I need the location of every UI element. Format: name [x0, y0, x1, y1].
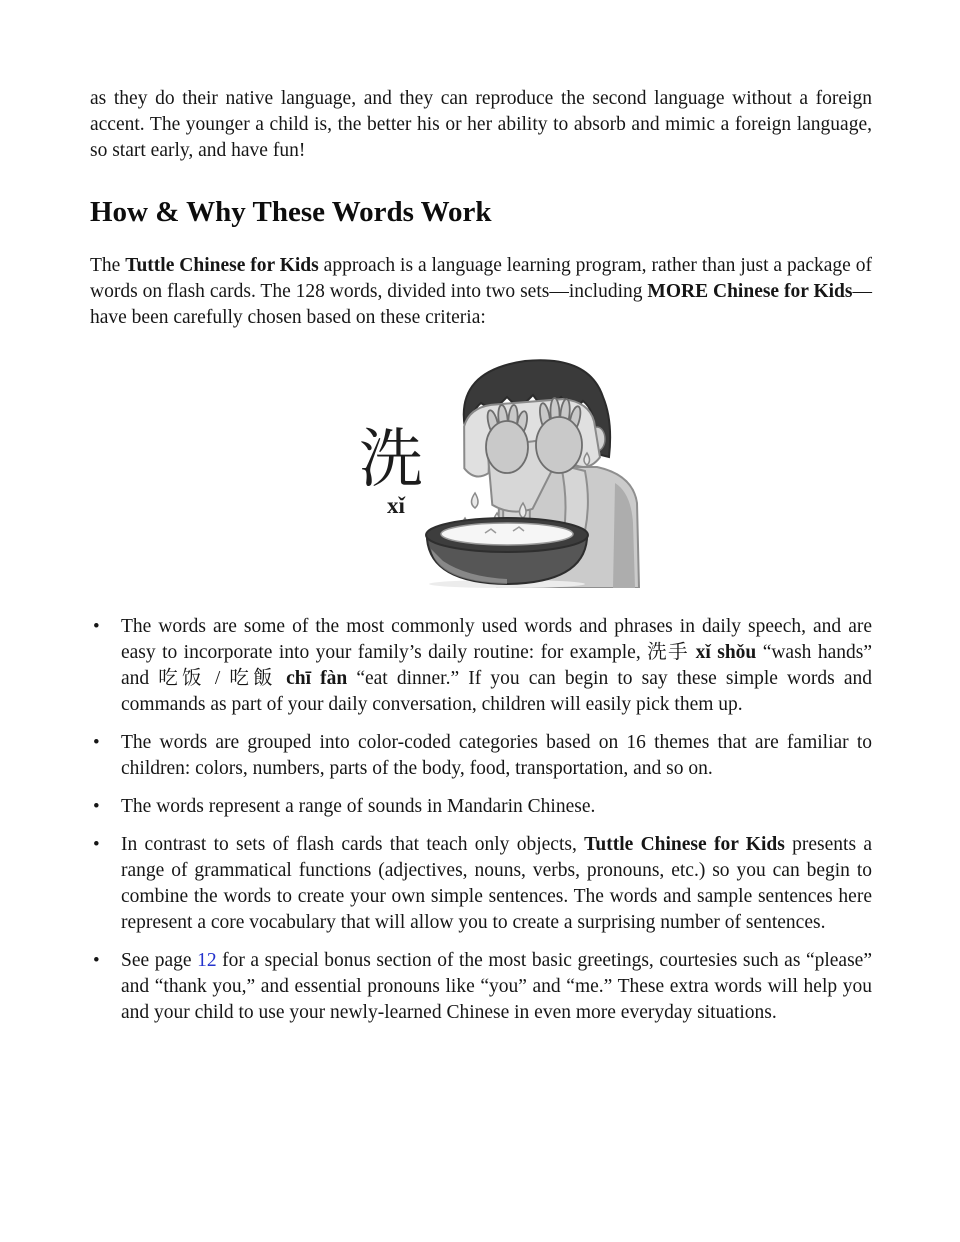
wash-face-drawing	[347, 353, 667, 588]
hanzi-text: 洗	[359, 424, 423, 495]
bullet-icon: •	[93, 732, 100, 753]
right-palm	[536, 417, 582, 473]
text-segment: —have been carefully chosen based on these criteria:	[90, 281, 872, 328]
bullet-icon: •	[93, 834, 100, 855]
intro-paragraph: as they do their native language, and they can reproduce the second language without a foreign accent. The younger a child is, the better his or her ability to absorb and mimic a foreign language, so start early, and have fun!	[90, 88, 872, 161]
page-number-link[interactable]: 12	[197, 950, 217, 971]
text-segment: The words represent a range of sounds in Mandarin Chinese.	[121, 796, 596, 817]
bullet-text	[121, 948, 872, 1026]
pinyin-text: xǐ	[387, 493, 405, 518]
text-segment: See page	[121, 950, 198, 971]
list-item-bonus-section	[90, 948, 872, 1026]
bullet-text	[121, 730, 872, 782]
text-segment: “wash hands” and 吃饭 / 吃飯	[121, 642, 872, 689]
text-segment: chī fàn	[286, 668, 348, 689]
wash-face-illustration	[347, 353, 667, 588]
text-segment: The	[90, 255, 126, 276]
list-item-color-coded	[90, 730, 872, 782]
left-palm	[486, 421, 528, 473]
criteria-list	[90, 614, 872, 1026]
text-segment: MORE Chinese for Kids	[647, 281, 853, 302]
list-item-common-words	[90, 614, 872, 718]
text-segment: xǐ shǒu	[695, 642, 757, 663]
bullet-icon: •	[93, 796, 100, 817]
text-segment: “eat dinner.” If you can begin to say these simple words and commands as part of your daily conversation, children will easily pick them up.	[121, 668, 872, 715]
text-segment: Tuttle Chinese for Kids	[584, 834, 785, 855]
list-item-grammatical-functions	[90, 832, 872, 936]
text-segment: approach is a language learning program, rather than just a package of words on flash cards. The 128 words, divided into two sets—including	[90, 255, 872, 302]
section-heading: How & Why These Words Work	[90, 196, 492, 228]
bullet-text	[121, 794, 872, 820]
text-segment: presents a range of grammatical functions (adjectives, nouns, verbs, pronouns, etc.) so you can begin to combine the words to create your own simple sentences. The words and sample sentences here represent a core vocabulary that will allow you to create a surprising number of sentences.	[121, 834, 872, 933]
bullet-text	[121, 614, 872, 718]
approach-paragraph	[90, 253, 872, 331]
text-segment: Tuttle Chinese for Kids	[125, 255, 319, 276]
bullet-icon: •	[93, 950, 100, 971]
text-segment: The words are grouped into color-coded categories based on 16 themes that are familiar to children: colors, numbers, parts of the body, food, transportation, and so on.	[121, 732, 872, 779]
bullet-text	[121, 832, 872, 936]
text-segment: The words are some of the most commonly used words and phrases in daily speech, and are easy to incorporate into your family’s daily routine: for example, 洗手	[121, 616, 872, 663]
basin-water	[441, 523, 573, 545]
list-item-range-of-sounds	[90, 794, 872, 820]
text-segment: In contrast to sets of flash cards that teach only objects,	[121, 834, 585, 855]
bullet-icon: •	[93, 616, 100, 637]
text-segment: for a special bonus section of the most basic greetings, courtesies such as “please” and “thank you,” and essential pronouns like “you” and “me.” These extra words will help you and your child to use your newly-learned Chinese in even more everyday situations.	[121, 950, 872, 1023]
